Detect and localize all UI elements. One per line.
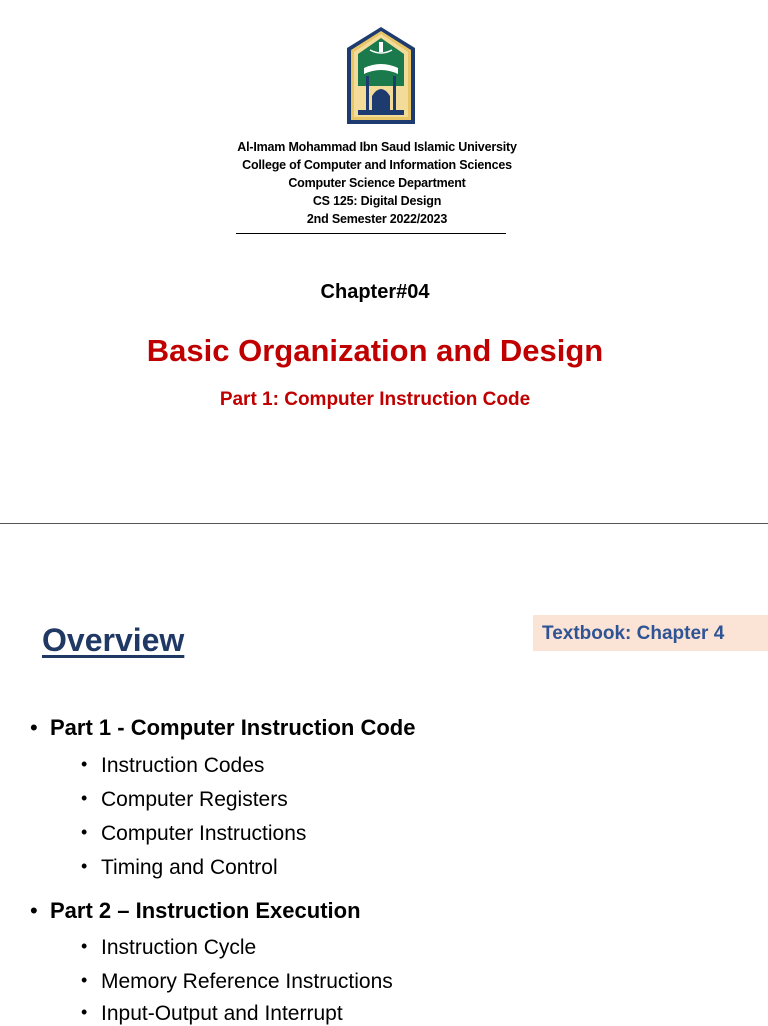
slide-separator [0,523,768,524]
list-item: • Input-Output and Interrupt [101,1002,343,1026]
chapter-label: Chapter#04 [320,281,430,303]
textbook-badge: Textbook: Chapter 4 [533,615,768,651]
header-divider [236,233,506,234]
semester: 2nd Semester 2022/2023 [306,212,448,226]
university-logo [346,26,416,125]
university-name: Al-Imam Mohammad Ibn Saud Islamic University [237,140,517,154]
list-item: • Timing and Control [101,856,278,880]
list-item: • Instruction Codes [101,754,264,778]
department-name: Computer Science Department [288,176,466,190]
overview-heading: Overview [42,622,185,658]
course-name: CS 125: Digital Design [312,194,442,208]
list-item: • Computer Instructions [101,822,306,846]
slide-title: Basic Organization and Design [146,333,604,368]
list-item: • Computer Registers [101,788,288,812]
list-item: • Memory Reference Instructions [101,970,393,994]
part-1-title: • Part 1 - Computer Instruction Code [50,715,415,741]
slide-subtitle: Part 1: Computer Instruction Code [219,389,531,410]
university-info [0,138,754,228]
overview-slide [0,525,768,1024]
list-item: • Instruction Cycle [101,936,256,960]
college-name: College of Computer and Information Sciences [242,158,512,172]
part-2-title: • Part 2 – Instruction Execution [50,898,361,924]
